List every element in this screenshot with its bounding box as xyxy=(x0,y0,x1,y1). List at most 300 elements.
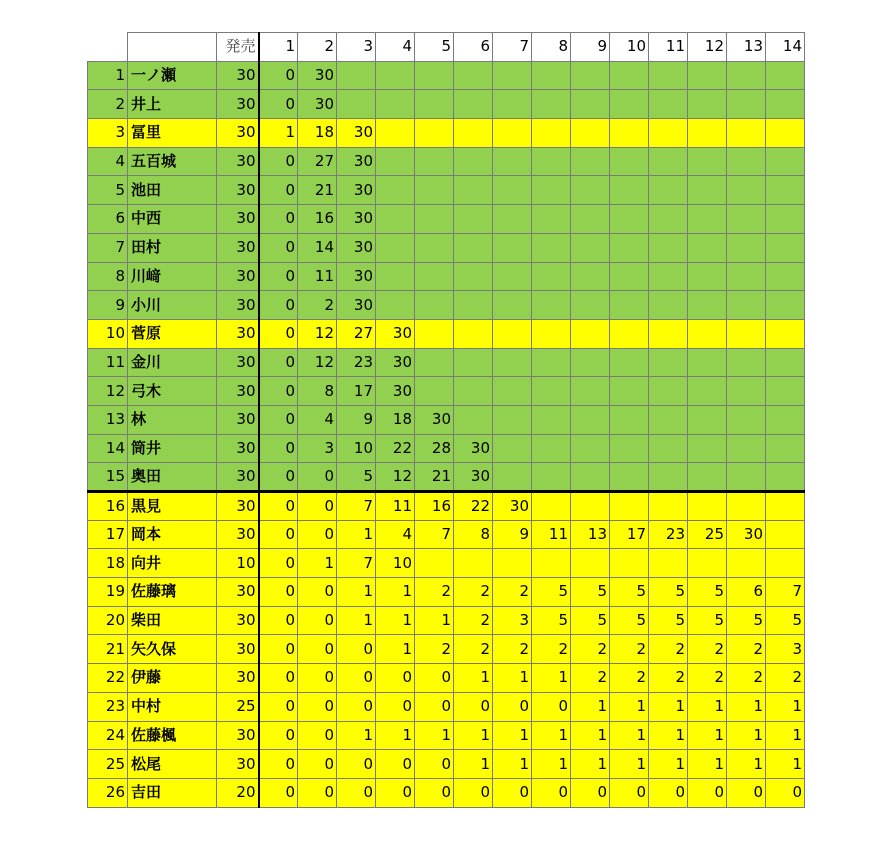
round-value-cell[interactable]: 21 xyxy=(298,176,337,205)
round-value-cell[interactable] xyxy=(727,492,766,521)
round-value-cell[interactable] xyxy=(649,233,688,262)
round-value-cell[interactable]: 0 xyxy=(415,692,454,721)
round-value-cell[interactable]: 1 xyxy=(649,750,688,779)
round-value-cell[interactable] xyxy=(532,434,571,463)
round-value-cell[interactable] xyxy=(415,319,454,348)
round-value-cell[interactable] xyxy=(571,291,610,320)
round-value-cell[interactable] xyxy=(610,549,649,578)
round-value-cell[interactable]: 0 xyxy=(415,664,454,693)
round-value-cell[interactable]: 1 xyxy=(766,692,805,721)
round-value-cell[interactable] xyxy=(766,262,805,291)
round-value-cell[interactable] xyxy=(727,61,766,90)
round-value-cell[interactable]: 1 xyxy=(610,750,649,779)
round-value-cell[interactable] xyxy=(649,90,688,119)
member-name-cell[interactable]: 筒井 xyxy=(128,434,217,463)
header-round-cell[interactable]: 11 xyxy=(649,33,688,62)
header-round-cell[interactable]: 14 xyxy=(766,33,805,62)
round-value-cell[interactable] xyxy=(649,291,688,320)
row-index-cell[interactable]: 13 xyxy=(88,405,128,434)
round-value-cell[interactable]: 16 xyxy=(298,205,337,234)
round-value-cell[interactable] xyxy=(415,61,454,90)
round-value-cell[interactable]: 0 xyxy=(298,520,337,549)
round-value-cell[interactable]: 1 xyxy=(454,750,493,779)
round-value-cell[interactable] xyxy=(766,377,805,406)
round-value-cell[interactable] xyxy=(688,492,727,521)
row-index-cell[interactable]: 11 xyxy=(88,348,128,377)
round-value-cell[interactable] xyxy=(727,176,766,205)
round-value-cell[interactable] xyxy=(688,90,727,119)
round-value-cell[interactable] xyxy=(649,377,688,406)
round-value-cell[interactable]: 0 xyxy=(649,778,688,807)
round-value-cell[interactable] xyxy=(688,61,727,90)
round-value-cell[interactable]: 5 xyxy=(532,606,571,635)
round-value-cell[interactable]: 1 xyxy=(259,119,298,148)
round-value-cell[interactable]: 0 xyxy=(259,750,298,779)
member-name-cell[interactable]: 冨里 xyxy=(128,119,217,148)
round-value-cell[interactable]: 5 xyxy=(688,578,727,607)
round-value-cell[interactable] xyxy=(376,90,415,119)
round-value-cell[interactable]: 0 xyxy=(337,692,376,721)
round-value-cell[interactable]: 0 xyxy=(259,520,298,549)
round-value-cell[interactable]: 28 xyxy=(415,434,454,463)
round-value-cell[interactable]: 0 xyxy=(259,692,298,721)
round-value-cell[interactable] xyxy=(766,463,805,492)
round-value-cell[interactable] xyxy=(649,319,688,348)
round-value-cell[interactable]: 30 xyxy=(376,348,415,377)
round-value-cell[interactable] xyxy=(493,463,532,492)
sell-count-cell[interactable]: 30 xyxy=(217,520,259,549)
round-value-cell[interactable] xyxy=(688,205,727,234)
round-value-cell[interactable]: 18 xyxy=(298,119,337,148)
round-value-cell[interactable]: 2 xyxy=(571,635,610,664)
round-value-cell[interactable] xyxy=(376,119,415,148)
round-value-cell[interactable]: 30 xyxy=(337,119,376,148)
round-value-cell[interactable]: 0 xyxy=(532,692,571,721)
member-name-cell[interactable]: 中村 xyxy=(128,692,217,721)
sell-count-cell[interactable]: 30 xyxy=(217,205,259,234)
round-value-cell[interactable] xyxy=(454,205,493,234)
round-value-cell[interactable]: 5 xyxy=(532,578,571,607)
member-name-cell[interactable]: 奥田 xyxy=(128,463,217,492)
round-value-cell[interactable]: 2 xyxy=(610,664,649,693)
round-value-cell[interactable]: 1 xyxy=(610,692,649,721)
round-value-cell[interactable]: 0 xyxy=(376,778,415,807)
round-value-cell[interactable]: 0 xyxy=(766,778,805,807)
round-value-cell[interactable]: 30 xyxy=(337,291,376,320)
round-value-cell[interactable] xyxy=(376,147,415,176)
member-name-cell[interactable]: 伊藤 xyxy=(128,664,217,693)
round-value-cell[interactable] xyxy=(532,463,571,492)
corner-cell[interactable] xyxy=(88,33,128,62)
round-value-cell[interactable]: 0 xyxy=(610,778,649,807)
round-value-cell[interactable]: 9 xyxy=(493,520,532,549)
row-index-cell[interactable]: 19 xyxy=(88,578,128,607)
round-value-cell[interactable] xyxy=(727,233,766,262)
round-value-cell[interactable]: 4 xyxy=(298,405,337,434)
round-value-cell[interactable] xyxy=(727,262,766,291)
round-value-cell[interactable] xyxy=(610,463,649,492)
round-value-cell[interactable]: 30 xyxy=(376,377,415,406)
round-value-cell[interactable] xyxy=(493,434,532,463)
round-value-cell[interactable]: 14 xyxy=(298,233,337,262)
round-value-cell[interactable]: 2 xyxy=(454,606,493,635)
member-name-cell[interactable]: 矢久保 xyxy=(128,635,217,664)
round-value-cell[interactable]: 0 xyxy=(259,61,298,90)
round-value-cell[interactable] xyxy=(727,119,766,148)
round-value-cell[interactable] xyxy=(532,176,571,205)
round-value-cell[interactable]: 2 xyxy=(688,664,727,693)
round-value-cell[interactable]: 1 xyxy=(493,750,532,779)
sell-count-cell[interactable]: 30 xyxy=(217,233,259,262)
round-value-cell[interactable]: 4 xyxy=(376,520,415,549)
sell-count-cell[interactable]: 30 xyxy=(217,90,259,119)
round-value-cell[interactable] xyxy=(571,233,610,262)
round-value-cell[interactable] xyxy=(454,405,493,434)
row-index-cell[interactable]: 18 xyxy=(88,549,128,578)
round-value-cell[interactable] xyxy=(688,319,727,348)
row-index-cell[interactable]: 4 xyxy=(88,147,128,176)
round-value-cell[interactable] xyxy=(649,176,688,205)
round-value-cell[interactable] xyxy=(571,549,610,578)
sell-count-cell[interactable]: 30 xyxy=(217,635,259,664)
round-value-cell[interactable] xyxy=(649,492,688,521)
sell-count-cell[interactable]: 30 xyxy=(217,262,259,291)
round-value-cell[interactable]: 1 xyxy=(337,520,376,549)
round-value-cell[interactable] xyxy=(532,549,571,578)
round-value-cell[interactable] xyxy=(415,176,454,205)
round-value-cell[interactable]: 0 xyxy=(259,549,298,578)
round-value-cell[interactable] xyxy=(727,434,766,463)
round-value-cell[interactable]: 2 xyxy=(454,635,493,664)
round-value-cell[interactable] xyxy=(727,405,766,434)
round-value-cell[interactable] xyxy=(493,233,532,262)
round-value-cell[interactable]: 0 xyxy=(415,778,454,807)
round-value-cell[interactable]: 0 xyxy=(259,664,298,693)
round-value-cell[interactable]: 0 xyxy=(298,492,337,521)
round-value-cell[interactable]: 11 xyxy=(376,492,415,521)
round-value-cell[interactable]: 0 xyxy=(337,778,376,807)
round-value-cell[interactable] xyxy=(610,119,649,148)
round-value-cell[interactable]: 0 xyxy=(415,750,454,779)
sell-count-cell[interactable]: 30 xyxy=(217,377,259,406)
round-value-cell[interactable] xyxy=(454,319,493,348)
round-value-cell[interactable] xyxy=(532,205,571,234)
round-value-cell[interactable] xyxy=(571,434,610,463)
round-value-cell[interactable] xyxy=(532,119,571,148)
round-value-cell[interactable]: 1 xyxy=(493,721,532,750)
round-value-cell[interactable] xyxy=(649,147,688,176)
round-value-cell[interactable] xyxy=(532,377,571,406)
round-value-cell[interactable]: 5 xyxy=(727,606,766,635)
round-value-cell[interactable]: 30 xyxy=(727,520,766,549)
round-value-cell[interactable] xyxy=(766,61,805,90)
member-name-cell[interactable]: 林 xyxy=(128,405,217,434)
round-value-cell[interactable]: 1 xyxy=(454,721,493,750)
round-value-cell[interactable]: 0 xyxy=(259,147,298,176)
round-value-cell[interactable]: 30 xyxy=(337,147,376,176)
round-value-cell[interactable] xyxy=(415,291,454,320)
sell-count-cell[interactable]: 30 xyxy=(217,492,259,521)
member-name-cell[interactable]: 一ノ瀬 xyxy=(128,61,217,90)
round-value-cell[interactable]: 2 xyxy=(688,635,727,664)
round-value-cell[interactable]: 2 xyxy=(415,635,454,664)
row-index-cell[interactable]: 15 xyxy=(88,463,128,492)
sell-count-cell[interactable]: 10 xyxy=(217,549,259,578)
round-value-cell[interactable] xyxy=(688,405,727,434)
round-value-cell[interactable]: 7 xyxy=(415,520,454,549)
sell-count-cell[interactable]: 25 xyxy=(217,692,259,721)
member-name-cell[interactable]: 池田 xyxy=(128,176,217,205)
round-value-cell[interactable]: 2 xyxy=(493,578,532,607)
round-value-cell[interactable] xyxy=(649,434,688,463)
sell-count-cell[interactable]: 30 xyxy=(217,319,259,348)
round-value-cell[interactable] xyxy=(532,233,571,262)
round-value-cell[interactable]: 10 xyxy=(337,434,376,463)
round-value-cell[interactable] xyxy=(766,492,805,521)
header-round-cell[interactable]: 2 xyxy=(298,33,337,62)
member-name-cell[interactable]: 黒見 xyxy=(128,492,217,521)
round-value-cell[interactable]: 30 xyxy=(376,319,415,348)
round-value-cell[interactable]: 11 xyxy=(532,520,571,549)
round-value-cell[interactable]: 2 xyxy=(454,578,493,607)
round-value-cell[interactable]: 5 xyxy=(766,606,805,635)
round-value-cell[interactable]: 6 xyxy=(727,578,766,607)
round-value-cell[interactable]: 1 xyxy=(337,606,376,635)
round-value-cell[interactable]: 1 xyxy=(532,664,571,693)
round-value-cell[interactable] xyxy=(493,147,532,176)
round-value-cell[interactable]: 1 xyxy=(610,721,649,750)
round-value-cell[interactable] xyxy=(493,549,532,578)
round-value-cell[interactable]: 1 xyxy=(649,721,688,750)
header-round-cell[interactable]: 9 xyxy=(571,33,610,62)
round-value-cell[interactable]: 0 xyxy=(337,750,376,779)
round-value-cell[interactable]: 0 xyxy=(259,233,298,262)
round-value-cell[interactable]: 30 xyxy=(415,405,454,434)
round-value-cell[interactable]: 1 xyxy=(532,721,571,750)
round-value-cell[interactable]: 5 xyxy=(337,463,376,492)
round-value-cell[interactable] xyxy=(610,147,649,176)
row-index-cell[interactable]: 6 xyxy=(88,205,128,234)
member-name-cell[interactable]: 柴田 xyxy=(128,606,217,635)
round-value-cell[interactable] xyxy=(532,147,571,176)
round-value-cell[interactable]: 7 xyxy=(337,549,376,578)
round-value-cell[interactable]: 1 xyxy=(376,606,415,635)
sell-count-cell[interactable]: 30 xyxy=(217,750,259,779)
member-name-cell[interactable]: 中西 xyxy=(128,205,217,234)
round-value-cell[interactable]: 2 xyxy=(532,635,571,664)
round-value-cell[interactable] xyxy=(415,147,454,176)
round-value-cell[interactable]: 27 xyxy=(298,147,337,176)
round-value-cell[interactable]: 0 xyxy=(571,778,610,807)
round-value-cell[interactable]: 0 xyxy=(259,578,298,607)
round-value-cell[interactable] xyxy=(649,549,688,578)
row-index-cell[interactable]: 25 xyxy=(88,750,128,779)
round-value-cell[interactable]: 11 xyxy=(298,262,337,291)
row-index-cell[interactable]: 22 xyxy=(88,664,128,693)
round-value-cell[interactable] xyxy=(688,176,727,205)
round-value-cell[interactable] xyxy=(766,434,805,463)
round-value-cell[interactable] xyxy=(493,319,532,348)
round-value-cell[interactable] xyxy=(727,319,766,348)
round-value-cell[interactable] xyxy=(571,262,610,291)
round-value-cell[interactable]: 30 xyxy=(337,262,376,291)
header-round-cell[interactable]: 7 xyxy=(493,33,532,62)
round-value-cell[interactable]: 25 xyxy=(688,520,727,549)
round-value-cell[interactable] xyxy=(610,405,649,434)
round-value-cell[interactable] xyxy=(649,463,688,492)
round-value-cell[interactable]: 17 xyxy=(337,377,376,406)
round-value-cell[interactable]: 0 xyxy=(298,692,337,721)
header-round-cell[interactable]: 13 xyxy=(727,33,766,62)
sell-count-cell[interactable]: 30 xyxy=(217,664,259,693)
round-value-cell[interactable]: 0 xyxy=(298,664,337,693)
row-index-cell[interactable]: 3 xyxy=(88,119,128,148)
round-value-cell[interactable]: 0 xyxy=(298,721,337,750)
round-value-cell[interactable] xyxy=(727,463,766,492)
round-value-cell[interactable] xyxy=(571,348,610,377)
round-value-cell[interactable]: 2 xyxy=(766,664,805,693)
member-name-cell[interactable]: 松尾 xyxy=(128,750,217,779)
member-name-cell[interactable]: 吉田 xyxy=(128,778,217,807)
round-value-cell[interactable] xyxy=(337,90,376,119)
round-value-cell[interactable]: 12 xyxy=(298,319,337,348)
round-value-cell[interactable]: 1 xyxy=(766,721,805,750)
round-value-cell[interactable]: 1 xyxy=(571,721,610,750)
row-index-cell[interactable]: 12 xyxy=(88,377,128,406)
round-value-cell[interactable]: 23 xyxy=(337,348,376,377)
round-value-cell[interactable] xyxy=(454,61,493,90)
round-value-cell[interactable]: 2 xyxy=(649,664,688,693)
round-value-cell[interactable] xyxy=(532,492,571,521)
round-value-cell[interactable]: 2 xyxy=(493,635,532,664)
round-value-cell[interactable]: 1 xyxy=(415,721,454,750)
round-value-cell[interactable] xyxy=(415,233,454,262)
sell-count-cell[interactable]: 30 xyxy=(217,291,259,320)
round-value-cell[interactable] xyxy=(766,176,805,205)
round-value-cell[interactable]: 1 xyxy=(376,721,415,750)
row-index-cell[interactable]: 16 xyxy=(88,492,128,521)
row-index-cell[interactable]: 24 xyxy=(88,721,128,750)
round-value-cell[interactable] xyxy=(727,348,766,377)
round-value-cell[interactable] xyxy=(571,319,610,348)
round-value-cell[interactable]: 30 xyxy=(298,61,337,90)
round-value-cell[interactable]: 7 xyxy=(337,492,376,521)
sell-count-cell[interactable]: 30 xyxy=(217,463,259,492)
round-value-cell[interactable]: 5 xyxy=(610,578,649,607)
round-value-cell[interactable] xyxy=(376,205,415,234)
member-name-cell[interactable]: 田村 xyxy=(128,233,217,262)
round-value-cell[interactable]: 27 xyxy=(337,319,376,348)
round-value-cell[interactable] xyxy=(610,377,649,406)
round-value-cell[interactable] xyxy=(610,61,649,90)
round-value-cell[interactable] xyxy=(688,291,727,320)
round-value-cell[interactable]: 0 xyxy=(688,778,727,807)
round-value-cell[interactable]: 1 xyxy=(688,692,727,721)
round-value-cell[interactable]: 1 xyxy=(376,578,415,607)
round-value-cell[interactable] xyxy=(571,176,610,205)
round-value-cell[interactable]: 1 xyxy=(727,692,766,721)
round-value-cell[interactable]: 1 xyxy=(688,750,727,779)
sell-count-cell[interactable]: 30 xyxy=(217,578,259,607)
round-value-cell[interactable]: 1 xyxy=(688,721,727,750)
row-index-cell[interactable]: 2 xyxy=(88,90,128,119)
round-value-cell[interactable]: 0 xyxy=(337,664,376,693)
round-value-cell[interactable]: 8 xyxy=(454,520,493,549)
round-value-cell[interactable] xyxy=(766,405,805,434)
round-value-cell[interactable]: 0 xyxy=(259,291,298,320)
round-value-cell[interactable]: 3 xyxy=(766,635,805,664)
round-value-cell[interactable] xyxy=(688,549,727,578)
round-value-cell[interactable] xyxy=(571,377,610,406)
round-value-cell[interactable]: 0 xyxy=(454,692,493,721)
round-value-cell[interactable] xyxy=(415,377,454,406)
round-value-cell[interactable] xyxy=(415,119,454,148)
member-name-cell[interactable]: 佐藤楓 xyxy=(128,721,217,750)
round-value-cell[interactable]: 0 xyxy=(454,778,493,807)
round-value-cell[interactable]: 0 xyxy=(532,778,571,807)
round-value-cell[interactable] xyxy=(532,61,571,90)
round-value-cell[interactable] xyxy=(532,262,571,291)
round-value-cell[interactable] xyxy=(610,90,649,119)
round-value-cell[interactable] xyxy=(532,291,571,320)
round-value-cell[interactable] xyxy=(610,492,649,521)
round-value-cell[interactable] xyxy=(493,119,532,148)
round-value-cell[interactable] xyxy=(571,405,610,434)
row-index-cell[interactable]: 23 xyxy=(88,692,128,721)
round-value-cell[interactable]: 0 xyxy=(259,492,298,521)
round-value-cell[interactable]: 3 xyxy=(493,606,532,635)
round-value-cell[interactable]: 0 xyxy=(376,692,415,721)
round-value-cell[interactable] xyxy=(454,377,493,406)
round-value-cell[interactable]: 1 xyxy=(415,606,454,635)
round-value-cell[interactable] xyxy=(727,90,766,119)
sell-count-cell[interactable]: 30 xyxy=(217,147,259,176)
round-value-cell[interactable]: 8 xyxy=(298,377,337,406)
round-value-cell[interactable] xyxy=(532,405,571,434)
round-value-cell[interactable]: 1 xyxy=(766,750,805,779)
round-value-cell[interactable]: 0 xyxy=(298,778,337,807)
round-value-cell[interactable] xyxy=(454,119,493,148)
header-round-cell[interactable]: 1 xyxy=(259,33,298,62)
round-value-cell[interactable]: 1 xyxy=(337,578,376,607)
round-value-cell[interactable] xyxy=(766,520,805,549)
sell-count-cell[interactable]: 30 xyxy=(217,606,259,635)
sell-count-cell[interactable]: 30 xyxy=(217,721,259,750)
round-value-cell[interactable] xyxy=(766,291,805,320)
round-value-cell[interactable]: 0 xyxy=(259,176,298,205)
round-value-cell[interactable]: 0 xyxy=(259,262,298,291)
row-index-cell[interactable]: 26 xyxy=(88,778,128,807)
round-value-cell[interactable] xyxy=(610,176,649,205)
row-index-cell[interactable]: 20 xyxy=(88,606,128,635)
round-value-cell[interactable] xyxy=(727,147,766,176)
round-value-cell[interactable] xyxy=(493,262,532,291)
round-value-cell[interactable]: 30 xyxy=(337,233,376,262)
round-value-cell[interactable] xyxy=(688,463,727,492)
round-value-cell[interactable] xyxy=(610,262,649,291)
round-value-cell[interactable]: 5 xyxy=(688,606,727,635)
round-value-cell[interactable] xyxy=(454,291,493,320)
round-value-cell[interactable]: 0 xyxy=(259,405,298,434)
round-value-cell[interactable] xyxy=(454,90,493,119)
round-value-cell[interactable]: 12 xyxy=(376,463,415,492)
round-value-cell[interactable]: 2 xyxy=(571,664,610,693)
round-value-cell[interactable]: 13 xyxy=(571,520,610,549)
round-value-cell[interactable]: 0 xyxy=(298,750,337,779)
round-value-cell[interactable]: 0 xyxy=(376,664,415,693)
round-value-cell[interactable]: 0 xyxy=(376,750,415,779)
header-round-cell[interactable]: 4 xyxy=(376,33,415,62)
